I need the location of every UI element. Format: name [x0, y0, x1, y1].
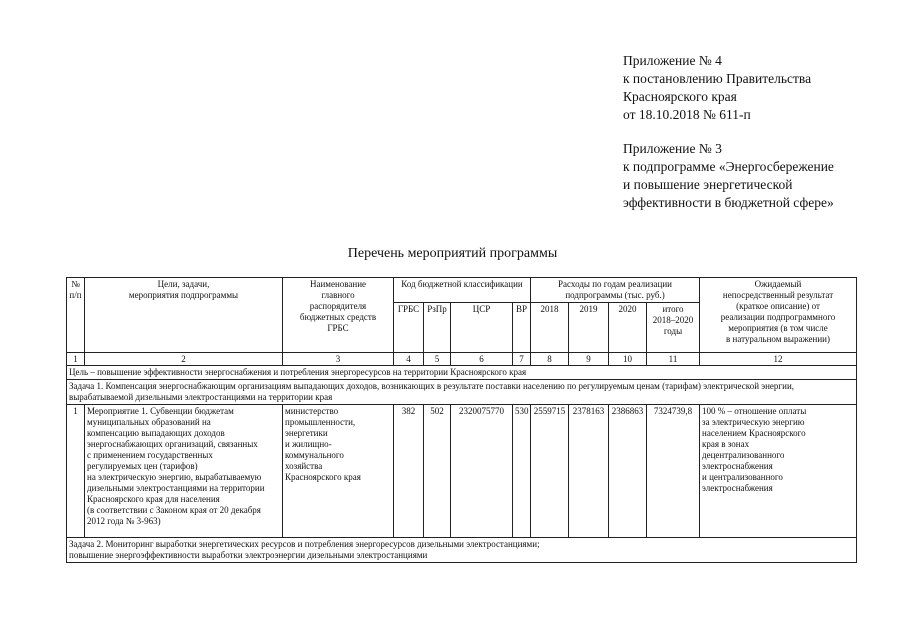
- header-expenses: Расходы по годам реализации подпрограммы (тыс. руб.): [531, 278, 700, 303]
- column-number: 6: [451, 353, 513, 366]
- column-number: 4: [394, 353, 424, 366]
- vr-cell: 530: [513, 405, 531, 538]
- column-number: 9: [569, 353, 609, 366]
- column-number: 8: [531, 353, 569, 366]
- row-num: 1: [67, 405, 85, 538]
- header-rzpr: РзПр: [424, 303, 451, 353]
- header-csr: ЦСР: [451, 303, 513, 353]
- appendix-line: Приложение № 4: [623, 53, 722, 68]
- appendix-line: эффективности в бюджетной сфере»: [623, 195, 834, 210]
- csr-cell: 2320075770: [451, 405, 513, 538]
- header-total: итого 2018–2020 годы: [647, 303, 700, 353]
- appendix-line: к постановлению Правительства: [623, 71, 812, 86]
- appendix-line: и повышение энергетической: [623, 177, 793, 192]
- year-2018-cell: 2559715: [531, 405, 569, 538]
- task-1-row: Задача 1. Компенсация энергоснабжающим организациям выпадающих доходов, возникающих в результате поставки населению по регулируемым ценам (тарифам) электрической энергии, вырабатываемой дизельными электростанциями на территории края: [67, 380, 857, 405]
- column-number: 1: [67, 353, 85, 366]
- program-measures-table: [66, 277, 857, 563]
- appendix-line: к подпрограмме «Энергосбережение: [623, 159, 834, 174]
- header-year-2018: 2018: [531, 303, 569, 353]
- header-goals: Цели, задачи, мероприятия подпрограммы: [85, 278, 283, 353]
- appendix-line: от 18.10.2018 № 611-п: [623, 107, 751, 122]
- year-2019-cell: 2378163: [569, 405, 609, 538]
- column-number: 2: [85, 353, 283, 366]
- table-row: [67, 405, 857, 538]
- appendix-3-block: [623, 140, 834, 212]
- admin-cell: министерство промышленности, энергетики и жилищно- коммунального хозяйства Красноярского края: [283, 405, 394, 538]
- column-number: 12: [700, 353, 857, 366]
- header-budget-code: Код бюджетной классификации: [394, 278, 531, 303]
- appendix-4-block: [623, 52, 811, 124]
- column-number: 5: [424, 353, 451, 366]
- page-title: Перечень мероприятий программы: [347, 246, 558, 261]
- header-vr: ВР: [513, 303, 531, 353]
- header-result: Ожидаемый непосредственный результат (краткое описание) от реализации подпрограммного мероприятия (в том числе в натуральном выражении): [700, 278, 857, 353]
- task-2-row: Задача 2. Мониторинг выработки энергетических ресурсов и потребления энергоресурсов дизельными электростанциями; повышение энергоэффективности выработки электроэнергии дизельными электростанциями: [67, 538, 857, 563]
- column-number: 7: [513, 353, 531, 366]
- grbs-cell: 382: [394, 405, 424, 538]
- header-admin: Наименование главного распорядителя бюджетных средств ГРБС: [283, 278, 394, 353]
- header-num: № п/п: [67, 278, 85, 353]
- goal-row: Цель – повышение эффективности энергоснабжения и потребления энергоресурсов на территории Красноярского края: [67, 366, 857, 380]
- measure-cell: Мероприятие 1. Субвенции бюджетам муниципальных образований на компенсацию выпадающих доходов энергоснабжающих организаций, связанных с применением государственных регулируемых цен (тарифов) на электрическую энергию, вырабатываемую дизельными электростанциями на территории Красноярского края для населения (в соответствии с Законом края от 20 декабря 2012 года № 3-963): [85, 405, 283, 538]
- year-2020-cell: 2386863: [609, 405, 647, 538]
- column-number: 11: [647, 353, 700, 366]
- appendix-line: Красноярского края: [623, 89, 737, 104]
- column-number: 3: [283, 353, 394, 366]
- appendix-line: Приложение № 3: [623, 141, 722, 156]
- header-year-2020: 2020: [609, 303, 647, 353]
- column-number: 10: [609, 353, 647, 366]
- result-cell: 100 % – отношение оплаты за электрическую энергию населением Красноярского края в зонах децентрализованного электроснабжения и централизованного электроснабжения: [700, 405, 857, 538]
- header-grbs: ГРБС: [394, 303, 424, 353]
- rzpr-cell: 502: [424, 405, 451, 538]
- total-cell: 7324739,8: [647, 405, 700, 538]
- header-year-2019: 2019: [569, 303, 609, 353]
